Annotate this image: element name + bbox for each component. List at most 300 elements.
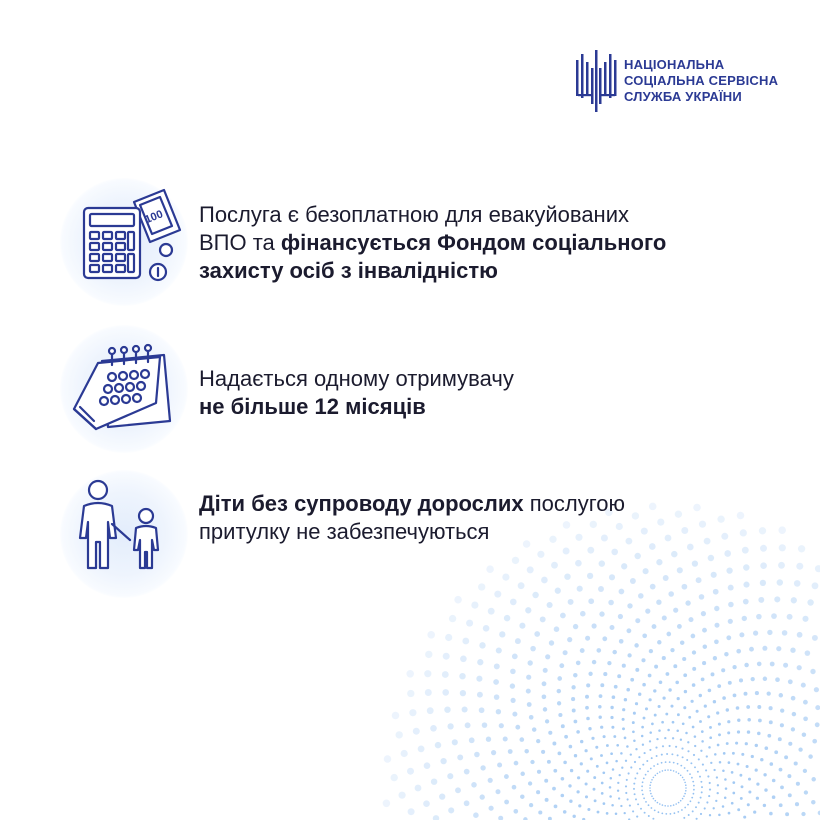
decorative-dot — [757, 705, 761, 709]
decorative-dot — [671, 551, 677, 557]
decorative-dot — [621, 767, 623, 769]
decorative-dot — [645, 801, 647, 803]
decorative-dot — [778, 562, 785, 569]
decorative-dot — [563, 650, 568, 655]
decorative-dot — [709, 782, 711, 784]
decorative-dot — [760, 580, 766, 586]
decorative-dot — [447, 723, 453, 729]
decorative-dot — [736, 706, 740, 710]
decorative-dot — [526, 689, 531, 694]
decorative-dot — [520, 772, 524, 776]
decorative-dot — [732, 752, 735, 755]
decorative-dot — [742, 616, 747, 621]
decorative-dot — [702, 628, 707, 633]
decorative-dot — [628, 772, 630, 774]
decorative-dot — [624, 698, 627, 701]
decorative-dot — [728, 681, 732, 685]
decorative-dot — [756, 614, 762, 620]
decorative-dot — [435, 742, 441, 748]
decorative-dot — [708, 795, 710, 797]
decorative-dot — [606, 744, 609, 747]
decorative-dot — [697, 771, 699, 773]
decorative-dot — [540, 616, 546, 622]
decorative-dot — [701, 786, 703, 788]
decorative-dot — [553, 769, 557, 773]
decorative-dot — [739, 678, 743, 682]
decorative-dot — [680, 765, 682, 767]
decorative-dot — [652, 624, 657, 629]
decorative-dot — [499, 631, 505, 637]
decorative-dot — [619, 639, 624, 644]
decorative-dot — [711, 572, 717, 578]
decorative-dot — [667, 769, 669, 771]
decorative-dot — [755, 691, 759, 695]
decorative-dot — [642, 794, 644, 796]
decorative-dot — [514, 761, 519, 766]
decorative-dot — [718, 723, 721, 726]
decorative-dot — [717, 792, 719, 794]
decorative-dot — [608, 600, 614, 606]
decorative-dot — [801, 812, 805, 816]
info-text-plain: Надається одному отримувачу — [199, 366, 514, 391]
decorative-dot — [784, 755, 788, 759]
decorative-dot — [724, 796, 727, 799]
decorative-dot — [626, 688, 630, 692]
decorative-dot — [767, 630, 772, 635]
decorative-dot — [705, 769, 707, 771]
decorative-dot — [573, 624, 578, 629]
decorative-dot — [701, 730, 704, 733]
decorative-dot — [488, 608, 495, 615]
decorative-dot — [617, 790, 619, 792]
decorative-dot — [675, 803, 677, 805]
decorative-dot — [681, 527, 688, 534]
decorative-dot — [683, 817, 685, 819]
decorative-dot — [618, 614, 623, 619]
decorative-dot — [609, 574, 615, 580]
decorative-dot — [683, 795, 685, 797]
decorative-dot — [680, 739, 682, 741]
decorative-dot — [642, 744, 644, 746]
decorative-dot — [480, 765, 485, 770]
decorative-dot — [656, 559, 662, 565]
decorative-dot — [815, 722, 820, 727]
decorative-dot — [635, 618, 640, 623]
decorative-dot — [409, 709, 416, 716]
decorative-dot — [690, 700, 693, 703]
decorative-dot — [635, 798, 637, 800]
decorative-dot — [626, 628, 631, 633]
decorative-dot — [700, 781, 702, 783]
decorative-dot — [653, 777, 655, 779]
decorative-dot — [803, 716, 808, 721]
decorative-dot — [693, 504, 701, 512]
decorative-dot — [571, 697, 575, 701]
decorative-dot — [620, 752, 623, 755]
info-text-duration — [199, 365, 679, 421]
decorative-dot — [641, 726, 644, 729]
decorative-dot — [662, 696, 665, 699]
decorative-dot — [815, 565, 820, 572]
decorative-dot — [664, 737, 666, 739]
decorative-dot — [798, 545, 805, 552]
info-text-plain: Послуга є безоплатною для евакуйованих ВПО та — [199, 202, 629, 255]
decorative-dot — [603, 735, 606, 738]
decorative-dot — [688, 814, 690, 816]
decorative-dot — [713, 700, 716, 703]
decorative-dot — [433, 815, 439, 820]
decorative-dot — [683, 673, 687, 677]
decorative-dot — [692, 650, 696, 654]
decorative-dot — [552, 787, 556, 791]
decorative-dot — [763, 804, 766, 807]
decorative-dot — [724, 550, 731, 557]
decorative-dot — [759, 527, 766, 534]
decorative-dot — [483, 625, 490, 632]
decorative-dot — [650, 782, 652, 784]
decorative-dot — [602, 771, 605, 774]
decorative-dot — [639, 768, 641, 770]
decorative-dot — [707, 715, 710, 718]
decorative-dot — [575, 560, 582, 567]
decorative-dot — [587, 547, 594, 554]
decorative-dot — [494, 663, 500, 669]
decorative-dot — [635, 748, 637, 750]
decorative-dot — [642, 781, 644, 783]
decorative-dot — [788, 793, 792, 797]
decorative-dot — [598, 705, 602, 709]
decorative-dot — [696, 577, 702, 583]
decorative-dot — [693, 785, 695, 787]
decorative-dot — [602, 636, 607, 641]
decorative-dot — [643, 797, 645, 799]
decorative-dot — [612, 650, 616, 654]
decorative-dot — [774, 750, 778, 754]
decorative-dot — [783, 663, 788, 668]
decorative-dot — [577, 776, 580, 779]
decorative-dot — [454, 596, 462, 604]
decorative-dot — [407, 768, 414, 775]
decorative-dot — [641, 785, 643, 787]
decorative-dot — [654, 665, 658, 669]
decorative-dot — [610, 777, 613, 780]
decorative-dot — [576, 661, 581, 666]
decorative-dot — [687, 804, 689, 806]
decorative-dot — [677, 763, 679, 765]
decorative-dot — [442, 671, 449, 678]
decorative-dot — [650, 768, 652, 770]
decorative-dot — [636, 772, 638, 774]
decorative-dot — [585, 695, 589, 699]
decorative-dot — [737, 763, 740, 766]
decorative-dot — [635, 702, 638, 705]
calendar-icon — [60, 325, 188, 453]
decorative-dot — [519, 623, 525, 629]
decorative-dot — [743, 582, 749, 588]
decorative-dot — [669, 745, 671, 747]
decorative-dot — [430, 725, 437, 732]
info-text-bold: фінансується Фондом соціального захисту осіб з інвалідністю — [199, 230, 667, 283]
decorative-dot — [751, 677, 755, 681]
decorative-dot — [617, 782, 619, 784]
decorative-dot — [769, 812, 773, 816]
decorative-dot — [751, 755, 754, 758]
decorative-dot — [651, 757, 653, 759]
decorative-dot — [808, 754, 812, 758]
decorative-dot — [649, 749, 651, 751]
decorative-dot — [708, 689, 712, 693]
decorative-dot — [573, 673, 577, 677]
decorative-dot — [721, 533, 728, 540]
decorative-dot — [718, 814, 721, 817]
decorative-dot — [494, 591, 501, 598]
decorative-dot — [728, 602, 734, 608]
decorative-dot — [741, 785, 744, 788]
decorative-dot — [624, 812, 626, 814]
decorative-dot — [557, 701, 561, 705]
decorative-dot — [714, 753, 717, 756]
decorative-dot — [649, 649, 653, 653]
decorative-dot — [464, 769, 470, 775]
decorative-dot — [606, 812, 609, 815]
decorative-dot — [580, 611, 586, 617]
decorative-dot — [447, 773, 453, 779]
decorative-dot — [593, 776, 596, 779]
decorative-dot — [542, 681, 547, 686]
decorative-dot — [440, 758, 446, 764]
decorative-dot — [444, 706, 450, 712]
decorative-dot — [682, 657, 686, 661]
decorative-dot — [611, 726, 614, 729]
decorative-dot — [515, 638, 521, 644]
decorative-dot — [676, 730, 679, 733]
decorative-dot — [567, 637, 572, 642]
decorative-dot — [728, 761, 731, 764]
decorative-dot — [471, 602, 478, 609]
decorative-dot — [770, 762, 774, 766]
decorative-dot — [684, 793, 686, 795]
decorative-dot — [586, 770, 589, 773]
decorative-dot — [641, 735, 644, 738]
decorative-dot — [502, 574, 509, 581]
decorative-dot — [672, 737, 674, 739]
decorative-dot — [504, 800, 509, 805]
decorative-dot — [741, 753, 744, 756]
decorative-dot — [675, 746, 677, 748]
decorative-dot — [714, 623, 719, 628]
decorative-dot — [693, 789, 695, 791]
decorative-dot — [396, 731, 403, 738]
decorative-dot — [691, 634, 696, 639]
decorative-dot — [779, 693, 783, 697]
decorative-dot — [807, 599, 813, 605]
decorative-dot — [530, 760, 534, 764]
decorative-dot — [728, 619, 733, 624]
decorative-dot — [688, 617, 693, 622]
decorative-dot — [611, 804, 614, 807]
decorative-dot — [649, 787, 651, 789]
decorative-dot — [642, 764, 644, 766]
decorative-dot — [757, 732, 761, 736]
decorative-dot — [661, 813, 663, 815]
decorative-dot — [616, 744, 619, 747]
decorative-dot — [633, 783, 635, 785]
decorative-dot — [748, 790, 751, 793]
decorative-dot — [648, 804, 650, 806]
decorative-dot — [656, 755, 658, 757]
decorative-dot — [561, 777, 565, 781]
decorative-dot — [547, 760, 551, 764]
decorative-dot — [704, 538, 711, 545]
decorative-dot — [510, 669, 516, 675]
decorative-dot — [675, 771, 677, 773]
decorative-dot — [643, 778, 645, 780]
decorative-dot — [591, 737, 594, 740]
decorative-dot — [670, 648, 674, 652]
decorative-dot — [760, 545, 767, 552]
decorative-dot — [713, 807, 715, 809]
decorative-dot — [755, 768, 758, 771]
decorative-dot — [460, 655, 467, 662]
decorative-dot — [748, 778, 751, 781]
decorative-dot — [737, 719, 740, 722]
decorative-dot — [488, 778, 493, 783]
decorative-dot — [570, 769, 573, 772]
decorative-dot — [770, 662, 775, 667]
decorative-dot — [687, 544, 694, 551]
decorative-dot — [685, 600, 690, 605]
decorative-dot — [526, 675, 531, 680]
decorative-dot — [647, 771, 649, 773]
decorative-dot — [801, 683, 806, 688]
decorative-dot — [796, 563, 803, 570]
decorative-dot — [520, 794, 524, 798]
decorative-dot — [670, 805, 672, 807]
decorative-dot — [757, 662, 762, 667]
decorative-dot — [648, 698, 651, 701]
decorative-dot — [714, 606, 719, 611]
decorative-dot — [666, 672, 670, 676]
decorative-dot — [682, 584, 688, 590]
decorative-dot — [619, 589, 625, 595]
decorative-dot — [651, 795, 653, 797]
decorative-dot — [661, 721, 664, 724]
decorative-dot — [545, 719, 549, 723]
decorative-dot — [699, 776, 701, 778]
decorative-dot — [692, 683, 696, 687]
decorative-dot — [769, 720, 773, 724]
decorative-dot — [673, 664, 677, 668]
decorative-dot — [599, 716, 602, 719]
decorative-dot — [600, 683, 604, 687]
decorative-dot — [709, 814, 711, 816]
decorative-dot — [753, 810, 756, 813]
decorative-dot — [666, 753, 668, 755]
decorative-dot — [551, 562, 558, 569]
decorative-dot — [662, 656, 666, 660]
decorative-dot — [747, 730, 750, 733]
decorative-dot — [462, 638, 469, 645]
decorative-dot — [651, 807, 653, 809]
decorative-dot — [569, 745, 573, 749]
decorative-dot — [588, 727, 591, 730]
logo-line-1: НАЦІОНАЛЬНА — [624, 57, 725, 72]
decorative-dot — [709, 736, 712, 739]
decorative-dot — [812, 582, 819, 589]
decorative-dot — [657, 763, 659, 765]
decorative-dot — [462, 706, 468, 712]
decorative-dot — [625, 792, 627, 794]
decorative-dot — [587, 573, 593, 579]
decorative-dot — [724, 778, 727, 781]
decorative-dot — [653, 689, 656, 692]
decorative-dot — [717, 684, 721, 688]
decorative-dot — [557, 689, 561, 693]
decorative-dot — [619, 774, 621, 776]
decorative-dot — [545, 798, 549, 802]
decorative-dot — [670, 769, 672, 771]
decorative-dot — [658, 729, 661, 732]
decorative-dot — [674, 812, 676, 814]
decorative-dot — [622, 718, 625, 721]
decorative-dot — [611, 549, 618, 556]
icon-circle — [60, 325, 188, 453]
decorative-dot — [795, 802, 799, 806]
logo-text — [624, 57, 778, 105]
decorative-dot — [534, 631, 540, 637]
decorative-dot — [722, 769, 725, 772]
decorative-dot — [711, 672, 715, 676]
decorative-dot — [585, 782, 588, 785]
decorative-dot — [610, 716, 613, 719]
decorative-dot — [675, 681, 679, 685]
decorative-dot — [543, 707, 547, 711]
decorative-dot — [714, 639, 719, 644]
decorative-dot — [383, 800, 391, 808]
decorative-dot — [764, 788, 767, 791]
decorative-dot — [664, 805, 666, 807]
decorative-dot — [740, 797, 743, 800]
info-text-plain: послугою притулку не забезпечуються — [199, 491, 626, 544]
decorative-dot — [726, 708, 729, 711]
decorative-dot — [512, 785, 517, 790]
decorative-dot — [666, 632, 671, 637]
decorative-dot — [753, 631, 758, 636]
decorative-dot — [515, 725, 520, 730]
decorative-dot — [536, 739, 540, 743]
decorative-dot — [696, 710, 699, 713]
decorative-dot — [774, 596, 780, 602]
decorative-dot — [408, 808, 415, 815]
decorative-dot — [442, 689, 449, 696]
decorative-dot — [471, 782, 477, 788]
decorative-dot — [568, 599, 574, 605]
decorative-dot — [664, 769, 666, 771]
decorative-dot — [599, 694, 603, 698]
decorative-dot — [640, 808, 642, 810]
decorative-dot — [718, 733, 721, 736]
decorative-dot — [580, 740, 583, 743]
decorative-dot — [622, 664, 626, 668]
decorative-dot — [576, 730, 580, 734]
decorative-dot — [794, 761, 798, 765]
decorative-dot — [811, 800, 815, 804]
decorative-dot — [685, 790, 687, 792]
decorative-dot — [685, 732, 688, 735]
decorative-dot — [706, 801, 708, 803]
decorative-dot — [700, 797, 702, 799]
decorative-dot — [561, 724, 565, 728]
